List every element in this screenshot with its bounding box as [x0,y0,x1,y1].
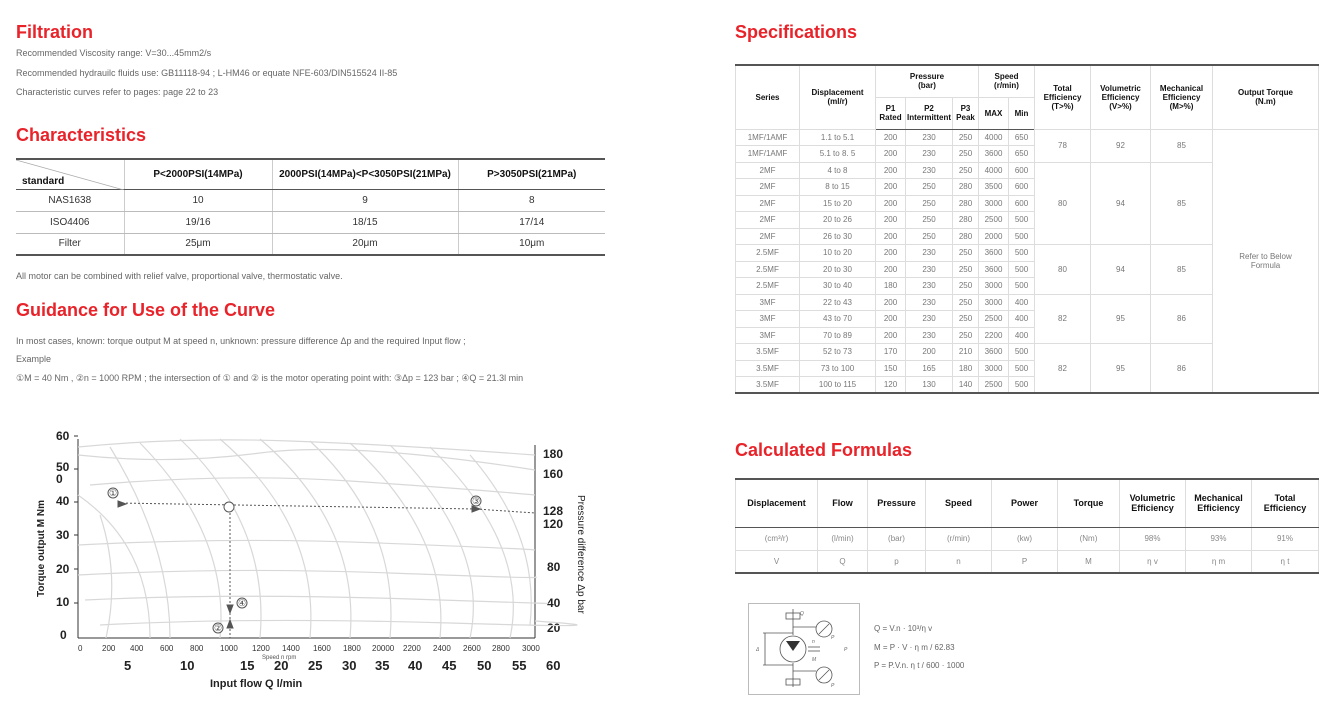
table-cell: 400 [1009,327,1035,344]
efficiency-cell: 82 [1035,294,1091,344]
flow-tick: 20 [274,658,289,673]
col-header: Torque [1058,479,1120,527]
table-cell: 130 [906,377,953,394]
table-cell: 280 [953,212,979,229]
table-cell: 3600 [979,261,1009,278]
left-tick: 0 [56,472,63,486]
speed-tick: 1000 [220,644,238,653]
table-cell: (l/min) [818,527,868,550]
table-cell: 120 [876,377,906,394]
table-cell: 500 [1009,245,1035,262]
table-cell: 3.5MF [736,360,800,377]
col-header: P3 Peak [953,97,979,129]
torque-line [118,503,476,509]
table-cell: 1MF/1AMF [736,129,800,146]
table-cell: 180 [953,360,979,377]
speed-axis-label: Speed n rpm [262,655,297,661]
guidance-title: Guidance for Use of the Curve [16,300,276,320]
flow-tick: 15 [240,658,255,673]
table-cell: 200 [876,261,906,278]
speed-tick: 2800 [492,644,510,653]
table-cell: 230 [906,278,953,295]
table-cell: 3500 [979,179,1009,196]
speed-tick: 1600 [313,644,331,653]
speed-tick: 3000 [522,644,540,653]
efficiency-cell: 80 [1035,245,1091,295]
right-tick: 40 [547,596,561,610]
table-row [736,129,1319,146]
table-cell: 250 [953,294,979,311]
table-cell: 180 [876,278,906,295]
table-cell: η m [1186,550,1252,573]
col-header: Displacement (ml/r) [800,65,876,129]
col-header: Speed (r/min) [979,65,1035,97]
col-header: Volumetric Efficiency (V>%) [1091,65,1151,129]
left-tick: 30 [56,528,70,542]
formula-flow: Q = V.n · 10³/η v [874,624,933,633]
col-header: Total Efficiency (T>%) [1035,65,1091,129]
table-cell: Filter [16,233,124,255]
table-cell: 500 [1009,278,1035,295]
table-row [16,189,605,211]
flow-tick: 50 [477,658,492,673]
table-cell: 17/14 [458,211,605,233]
table-cell: 200 [876,294,906,311]
table-cell: 200 [876,327,906,344]
table-cell: 2.5MF [736,261,800,278]
table-cell: 2000 [979,228,1009,245]
table-cell: 600 [1009,162,1035,179]
right-tick: 20 [547,621,561,635]
efficiency-cell: 95 [1091,294,1151,344]
col-header: Speed [926,479,992,527]
specifications-title: Specifications [735,22,858,42]
flow-axis-label: Input flow Q l/min [210,678,303,690]
table-cell: 170 [876,344,906,361]
efficiency-cell: 95 [1091,344,1151,394]
table-cell: 250 [953,327,979,344]
marker-3: ③ [472,496,481,506]
table-cell: (cm³/r) [736,527,818,550]
table-cell: 250 [906,228,953,245]
left-tick: 60 [56,429,70,443]
table-cell: p [868,550,926,573]
col-header: Flow [818,479,868,527]
markers [108,488,481,633]
table-cell: ISO4406 [16,211,124,233]
speed-tick: 1200 [252,644,270,653]
table-cell: 500 [1009,377,1035,394]
table-cell: 250 [906,212,953,229]
marker-1: ① [109,488,118,498]
flow-tick: 45 [442,658,457,673]
table-cell: 2500 [979,377,1009,394]
table-cell: 91% [1252,527,1319,550]
table-cell: 3000 [979,195,1009,212]
flow-tick: 25 [308,658,323,673]
table-cell: 2MF [736,212,800,229]
col-header: Power [992,479,1058,527]
table-cell: 3000 [979,278,1009,295]
table-cell: 2200 [979,327,1009,344]
table-cell: NAS1638 [16,189,124,211]
table-cell: 2500 [979,311,1009,328]
table-cell: 20 to 26 [800,212,876,229]
table-cell: 3.5MF [736,377,800,394]
table-cell: 100 to 115 [800,377,876,394]
table-cell: 9 [272,189,458,211]
table-cell: Q [818,550,868,573]
table-cell: 3000 [979,294,1009,311]
speed-tick: 0 [78,644,83,653]
table-cell: 2500 [979,212,1009,229]
table-cell: (bar) [868,527,926,550]
table-cell: 250 [953,245,979,262]
flow-tick: 10 [180,658,195,673]
left-tick: 40 [56,494,70,508]
speed-tick: 20000 [372,644,395,653]
formulas-title: Calculated Formulas [735,440,913,460]
efficiency-cell: 94 [1091,162,1151,245]
table-cell: 4000 [979,162,1009,179]
table-cell: 250 [953,162,979,179]
table-cell: 2.5MF [736,245,800,262]
efficiency-cell: 85 [1151,129,1213,162]
speed-tick: 2600 [463,644,481,653]
performance-curve-chart [30,425,590,695]
table-cell: 200 [876,228,906,245]
table-cell: 280 [953,228,979,245]
table-cell: V [736,550,818,573]
guidance-line-1: In most cases, known: torque output M at speed n, unknown: pressure difference Δp and the required Input flow ; [16,336,466,346]
characteristics-table [16,158,605,256]
speed-tick: 200 [102,644,116,653]
efficiency-cell: 94 [1091,245,1151,295]
table-cell: 10 [124,189,272,211]
speed-tick: 400 [130,644,144,653]
table-cell: 70 to 89 [800,327,876,344]
table-row [16,233,605,255]
table-cell: 200 [876,162,906,179]
table-cell: 1MF/1AMF [736,146,800,163]
filtration-line-3: Characteristic curves refer to pages: page 22 to 23 [16,87,219,97]
specifications-table [735,64,1319,394]
table-cell: 230 [906,261,953,278]
characteristics-note: All motor can be combined with relief valve, proportional valve, thermostatic valve. [16,271,343,281]
flow-tick: 55 [512,658,527,673]
table-cell: M [1058,550,1120,573]
table-cell: 200 [906,344,953,361]
table-cell: 140 [953,377,979,394]
table-cell: 200 [876,129,906,146]
table-cell: 3MF [736,311,800,328]
table-row [736,527,1319,550]
table-cell: 3MF [736,327,800,344]
speed-tick: 800 [190,644,204,653]
col-header: Pressure (bar) [876,65,979,97]
col-header: Min [1009,97,1035,129]
table-cell: 10 to 20 [800,245,876,262]
table-cell: 250 [953,311,979,328]
table-cell: 250 [953,261,979,278]
table-cell: 200 [876,179,906,196]
table-cell: 3600 [979,245,1009,262]
table-cell: 43 to 70 [800,311,876,328]
table-cell: 230 [906,311,953,328]
table-cell: 5.1 to 8. 5 [800,146,876,163]
efficiency-cell: 86 [1151,294,1213,344]
corner-label: standard [22,175,65,187]
corner-cell [16,159,124,189]
characteristics-title: Characteristics [16,125,147,145]
table-cell: 500 [1009,344,1035,361]
table-cell: 650 [1009,129,1035,146]
table-cell: 26 to 30 [800,228,876,245]
table-cell: 3600 [979,344,1009,361]
table-cell: 250 [953,129,979,146]
table-cell: 280 [953,195,979,212]
table-cell: (Nm) [1058,527,1120,550]
table-cell: η v [1120,550,1186,573]
table-cell: 250 [953,146,979,163]
flow-tick: 35 [375,658,390,673]
formula-torque: M = P · V · η m / 62.83 [874,643,955,652]
table-cell: P [992,550,1058,573]
table-cell: 230 [906,327,953,344]
speed-tick: 600 [160,644,174,653]
table-cell: 2.5MF [736,278,800,295]
guidance-line-2: Example [16,354,52,364]
hydraulic-motor-schematic [748,603,860,695]
efficiency-cell: 86 [1151,344,1213,394]
table-cell: (r/min) [926,527,992,550]
table-cell: 8 [458,189,605,211]
efficiency-cell: 82 [1035,344,1091,394]
table-cell: 93% [1186,527,1252,550]
col-header: MAX [979,97,1009,129]
table-cell: 230 [906,245,953,262]
speed-tick: 2400 [433,644,451,653]
formulas-table [735,478,1319,574]
table-cell: 230 [906,162,953,179]
flow-tick: 60 [546,658,561,673]
marker-4: ④ [238,598,247,608]
table-cell: 25μm [124,233,272,255]
table-cell: 2MF [736,179,800,196]
efficiency-cell: 80 [1035,162,1091,245]
right-axis-label: Pressure difference Δp bar [575,495,586,614]
left-tick: 0 [60,628,67,642]
table-cell: 500 [1009,228,1035,245]
table-cell: 4 to 8 [800,162,876,179]
flow-tick: 40 [408,658,423,673]
table-cell: 98% [1120,527,1186,550]
col-header: Mechanical Efficiency [1186,479,1252,527]
formula-power: P = P.V.n. η t / 600 · 1000 [874,661,965,670]
table-cell: 52 to 73 [800,344,876,361]
table-cell: 600 [1009,195,1035,212]
guidance-line-3: ①M = 40 Nm , ②n = 1000 RPM ; the intersection of ① and ② is the motor operating point with: ③Δp = 123 bar ; ④Q = 21.3l min [16,373,524,383]
svg-text:P: P [844,647,848,653]
table-cell: η t [1252,550,1319,573]
table-cell: 22 to 43 [800,294,876,311]
table-cell: n [926,550,992,573]
col-header: 2000PSI(14MPa)<P<3050PSI(21MPa) [272,159,458,189]
table-cell: 210 [953,344,979,361]
flow-tick: 30 [342,658,357,673]
table-cell: 150 [876,360,906,377]
table-cell: 230 [906,146,953,163]
table-row [736,550,1319,573]
col-header: Pressure [868,479,926,527]
right-tick: 80 [547,560,561,574]
table-cell: 280 [953,179,979,196]
table-cell: 4000 [979,129,1009,146]
table-cell: 600 [1009,179,1035,196]
table-cell: 2MF [736,162,800,179]
table-cell: 250 [953,278,979,295]
torque-note-cell: Refer to Below Formula [1213,129,1319,393]
table-cell: 200 [876,195,906,212]
efficiency-cell: 92 [1091,129,1151,162]
table-cell: 500 [1009,261,1035,278]
svg-text:P: P [831,635,835,641]
left-tick: 10 [56,595,70,609]
table-header-row [16,159,605,189]
table-header-row [736,479,1319,527]
table-cell: 230 [906,129,953,146]
table-cell: 165 [906,360,953,377]
table-cell: 19/16 [124,211,272,233]
table-cell: 2MF [736,195,800,212]
table-cell: 200 [876,212,906,229]
filtration-title: Filtration [16,22,93,42]
right-tick: 128 [543,504,564,518]
table-cell: 230 [906,294,953,311]
table-cell: 500 [1009,360,1035,377]
col-header: P<2000PSI(14MPa) [124,159,272,189]
svg-text:n: n [812,639,815,645]
table-cell: 400 [1009,294,1035,311]
table-cell: 200 [876,245,906,262]
left-axis-label: Torque output M Nm [36,499,47,597]
left-tick: 50 [56,460,70,474]
speed-tick: 1800 [343,644,361,653]
table-cell: 20μm [272,233,458,255]
table-cell: 400 [1009,311,1035,328]
right-tick: 160 [543,467,564,481]
table-cell: 650 [1009,146,1035,163]
table-cell: 15 to 20 [800,195,876,212]
table-cell: 200 [876,146,906,163]
table-cell: 3600 [979,146,1009,163]
col-header: Series [736,65,800,129]
marker-2: ② [214,623,223,633]
table-cell: 1.1 to 5.1 [800,129,876,146]
table-cell: 200 [876,311,906,328]
table-cell: 250 [906,195,953,212]
svg-text:Q: Q [800,611,804,617]
col-header: Displacement [736,479,818,527]
table-cell: 20 to 30 [800,261,876,278]
table-cell: 3.5MF [736,344,800,361]
curve-grid [78,439,577,638]
col-header: P1 Rated [876,97,906,129]
table-cell: 30 to 40 [800,278,876,295]
table-row [16,211,605,233]
right-tick: 180 [543,447,564,461]
col-header: Mechanical Efficiency (M>%) [1151,65,1213,129]
filtration-line-1: Recommended Viscosity range: V=30...45mm2/s [16,48,212,58]
speed-tick: 1400 [282,644,300,653]
efficiency-cell: 78 [1035,129,1091,162]
table-cell: 18/15 [272,211,458,233]
table-cell: 8 to 15 [800,179,876,196]
svg-text:M: M [812,657,817,663]
table-cell: 250 [906,179,953,196]
speed-tick: 2200 [403,644,421,653]
table-cell: 3MF [736,294,800,311]
col-header: P>3050PSI(21MPa) [458,159,605,189]
table-cell: 3000 [979,360,1009,377]
col-header: Total Efficiency [1252,479,1319,527]
table-cell: 500 [1009,212,1035,229]
col-header: Volumetric Efficiency [1120,479,1186,527]
svg-text:Δ: Δ [756,647,760,653]
efficiency-cell: 85 [1151,245,1213,295]
flow-tick: 5 [124,658,132,673]
filtration-line-2: Recommended hydrauilc fluids use: GB11118-94 ; L-HM46 or equate NFE-603/DIN515524 II-85 [16,68,398,78]
right-tick: 120 [543,517,564,531]
table-cell: 73 to 100 [800,360,876,377]
svg-text:P: P [831,683,835,689]
col-header: Output Torque (N.m) [1213,65,1319,129]
efficiency-cell: 85 [1151,162,1213,245]
table-cell: 2MF [736,228,800,245]
left-tick: 20 [56,562,70,576]
table-cell: 10μm [458,233,605,255]
col-header: P2 Intermittent [906,97,953,129]
table-cell: (kw) [992,527,1058,550]
